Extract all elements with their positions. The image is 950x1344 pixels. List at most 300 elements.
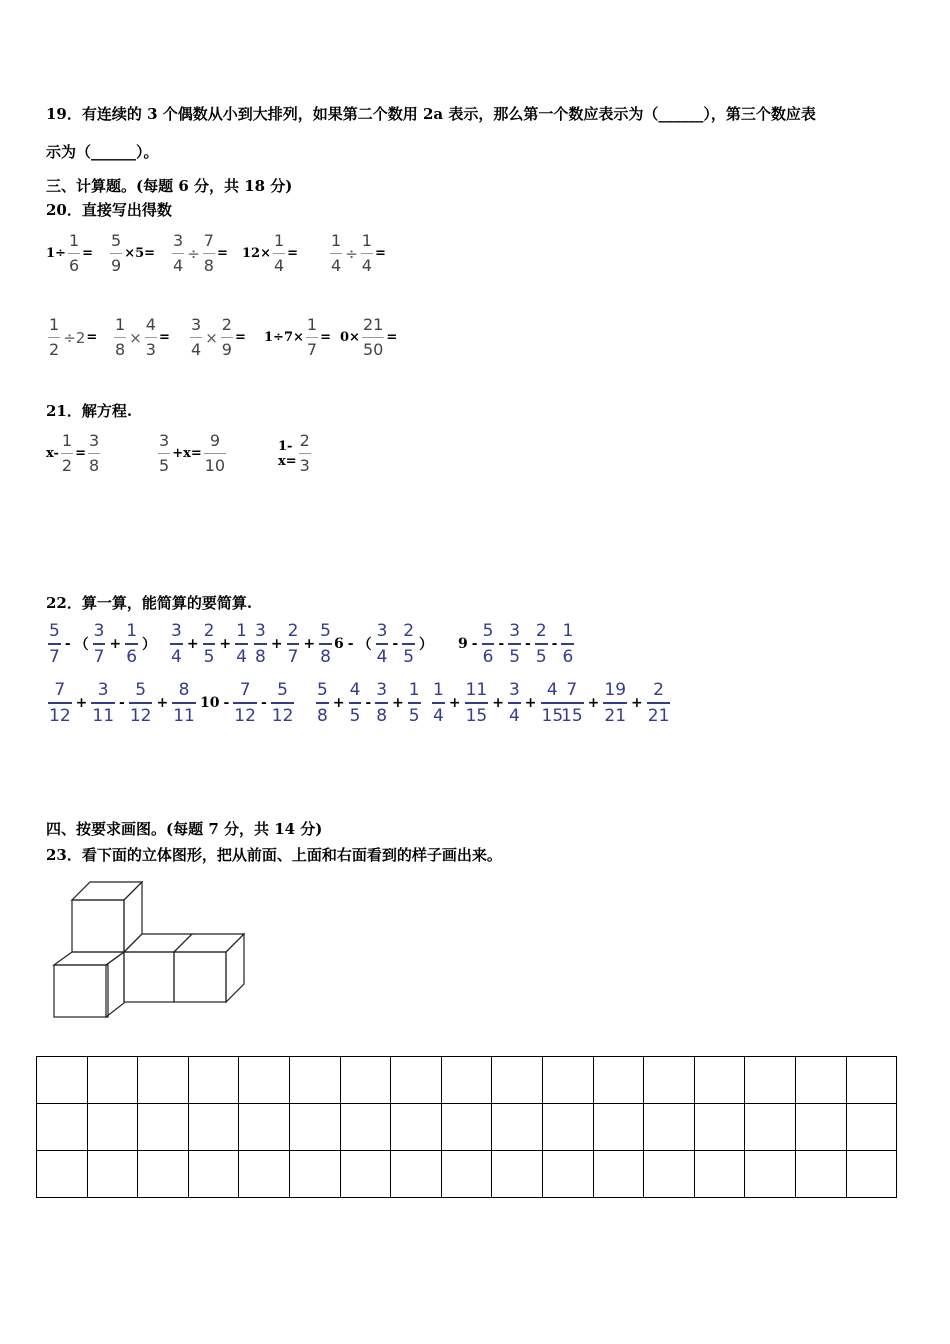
fraction (306, 316, 318, 359)
grid-cell[interactable] (745, 1104, 796, 1151)
math-symbol: ÷ (345, 244, 358, 263)
math-symbol: - (347, 635, 354, 652)
math-symbol: 1÷ (46, 246, 66, 261)
fraction (235, 622, 248, 666)
fraction-bar (402, 643, 415, 645)
q20-item-7 (112, 316, 170, 359)
fraction (316, 681, 329, 725)
fraction-bar (362, 337, 384, 338)
math-symbol: = (234, 330, 246, 345)
q20-item-2 (108, 232, 155, 275)
fraction-bar (235, 643, 248, 645)
fraction-term: 8 (89, 456, 100, 475)
fraction-term: 1 (408, 680, 420, 700)
fraction (465, 681, 489, 725)
q20-item-9 (264, 316, 331, 359)
grid-cell[interactable] (745, 1151, 796, 1198)
fraction-bar (508, 702, 521, 704)
fraction-term: 1 (306, 315, 318, 334)
q21-equation-3 (278, 432, 313, 475)
fraction-term: 1 (68, 231, 80, 250)
math-symbol: 1÷7× (264, 330, 304, 345)
fraction-term: 1 (433, 680, 444, 700)
fraction-term: 4 (508, 705, 520, 726)
fraction (287, 622, 300, 666)
math-symbol: 1-x= (278, 438, 297, 469)
grid-cell[interactable] (340, 1104, 391, 1151)
fraction (48, 316, 60, 359)
right-cube-front-face (174, 952, 226, 1002)
fraction (408, 681, 421, 725)
fraction (561, 622, 574, 666)
fraction-bar (129, 702, 153, 704)
fraction-term: 4 (546, 680, 558, 700)
grid-cell[interactable] (37, 1057, 88, 1104)
q20-item-6 (46, 316, 97, 359)
fraction-term: 5 (320, 621, 331, 641)
fraction-bar (408, 702, 421, 704)
fraction-term: 3 (376, 621, 388, 641)
fraction-term: 6 (562, 646, 574, 667)
fraction-term: 4 (273, 256, 285, 275)
grid-cell[interactable] (87, 1104, 138, 1151)
fraction-term: 7 (287, 646, 299, 667)
top-cube-front-face (72, 900, 124, 952)
fraction-bar (319, 643, 332, 645)
math-symbol: ×5= (124, 246, 156, 261)
left-cube-side-face (106, 952, 124, 1017)
fraction-term: 2 (535, 621, 547, 641)
fraction-term: 2 (61, 456, 73, 475)
fraction-term: 8 (178, 680, 190, 700)
grid-cell[interactable] (441, 1151, 492, 1198)
math-symbol: + (219, 635, 232, 652)
fraction-term: 5 (49, 621, 60, 641)
grid-cell[interactable] (492, 1151, 543, 1198)
math-symbol: = (82, 246, 94, 261)
fraction (88, 432, 100, 475)
fraction-term: 2 (287, 621, 299, 641)
fraction-term: 3 (299, 456, 310, 475)
fraction-term: 21 (647, 705, 670, 726)
grid-cell[interactable] (239, 1057, 290, 1104)
fraction-bar (93, 643, 106, 645)
math-symbol: ） (142, 636, 157, 653)
math-symbol: （ (74, 636, 89, 653)
fraction-term: 3 (171, 621, 182, 641)
math-symbol: + (492, 694, 504, 711)
math-symbol: + (270, 635, 283, 652)
fraction (221, 316, 233, 359)
grid-cell[interactable] (846, 1151, 897, 1198)
fraction-bar (145, 337, 157, 338)
grid-cell[interactable] (795, 1104, 846, 1151)
fraction-term: 5 (509, 646, 521, 667)
fraction (319, 622, 332, 666)
fraction-term: 4 (433, 705, 444, 726)
fraction-term: 5 (159, 456, 170, 475)
math-symbol: 9 (458, 635, 468, 652)
grid-cell[interactable] (542, 1057, 593, 1104)
math-symbol: = (386, 330, 398, 345)
math-symbol: + (392, 694, 404, 711)
grid-cell[interactable] (188, 1057, 239, 1104)
fraction-bar (271, 702, 295, 704)
math-symbol: - (365, 694, 372, 711)
fraction (172, 232, 184, 275)
grid-row (37, 1151, 897, 1198)
fraction (203, 232, 215, 275)
fraction (402, 622, 415, 666)
fraction (560, 681, 584, 725)
fraction-term: 3 (508, 680, 520, 700)
fraction-bar (465, 702, 489, 704)
middle-cube-front-face (124, 952, 174, 1002)
section-4-title: 四、按要求画图。(每题 7 分，共 14 分) (46, 820, 323, 838)
grid-cell[interactable] (694, 1151, 745, 1198)
fraction-term: 1 (126, 621, 138, 641)
math-symbol: = (320, 330, 331, 345)
fraction-bar (482, 643, 495, 645)
fraction-bar (376, 643, 389, 645)
fraction-term: 4 (171, 646, 182, 667)
math-symbol: + (186, 635, 199, 652)
math-symbol: = (216, 246, 228, 261)
math-symbol: + (332, 694, 345, 711)
fraction-term: 3 (159, 431, 170, 450)
math-symbol: 6 (334, 635, 344, 652)
fraction (203, 622, 216, 666)
grid-cell[interactable] (593, 1151, 644, 1198)
fraction-term: 50 (362, 340, 384, 359)
grid-cell[interactable] (644, 1057, 695, 1104)
grid-cell[interactable] (745, 1057, 796, 1104)
question-21-title: 21．解方程. (46, 402, 133, 420)
math-symbol: + (303, 635, 316, 652)
question-22-title: 22．算一算，能简算的要简算. (46, 594, 253, 612)
fraction-bar (254, 643, 267, 645)
fraction-term: 2 (203, 621, 215, 641)
math-symbol: +x= (172, 446, 202, 461)
fraction (93, 622, 106, 666)
grid-cell[interactable] (542, 1151, 593, 1198)
q22-expression-1 (46, 622, 158, 666)
grid-cell[interactable] (593, 1104, 644, 1151)
fraction (48, 622, 61, 666)
fraction-term: 5 (403, 646, 415, 667)
fraction-term: 6 (482, 646, 494, 667)
fraction-bar (535, 643, 548, 645)
grid-cell[interactable] (441, 1104, 492, 1151)
fraction-bar (68, 253, 80, 254)
fraction-term: 3 (191, 315, 202, 334)
fraction (535, 622, 548, 666)
fraction-bar (349, 702, 362, 704)
fraction-bar (125, 643, 138, 645)
math-symbol: + (156, 694, 169, 711)
fraction-term: 1 (115, 315, 126, 334)
fraction-term: 4 (349, 680, 361, 700)
grid-cell[interactable] (289, 1104, 340, 1151)
right-cube-side-face (226, 934, 244, 1002)
fraction-bar (287, 643, 300, 645)
fraction-term: 3 (97, 680, 109, 700)
fraction-term: 12 (271, 705, 294, 726)
grid-cell[interactable] (188, 1104, 239, 1151)
fraction (299, 432, 311, 475)
fraction-bar (61, 453, 73, 454)
q21-equation-1 (46, 432, 102, 475)
grid-cell[interactable] (795, 1057, 846, 1104)
fraction-term: 9 (209, 431, 220, 450)
fraction-bar (203, 253, 215, 254)
right-cube-top-face (174, 934, 244, 952)
grid-row (37, 1104, 897, 1151)
fraction (145, 316, 157, 359)
math-symbol: 0× (340, 330, 360, 345)
grid-cell[interactable] (188, 1151, 239, 1198)
fraction-term: 4 (236, 646, 247, 667)
fraction (114, 316, 126, 359)
q22-expression-5 (456, 622, 576, 666)
grid-cell[interactable] (289, 1057, 340, 1104)
grid-cell[interactable] (239, 1151, 290, 1198)
fraction-term: 21 (604, 705, 627, 726)
fraction (158, 432, 170, 475)
math-symbol: - (525, 635, 531, 652)
fraction-bar (172, 253, 184, 254)
fraction (129, 681, 153, 725)
math-symbol: ÷2 (63, 328, 86, 347)
fraction-term: 1 (361, 231, 372, 250)
fraction-term: 9 (111, 256, 122, 275)
fraction-term: 12 (49, 705, 71, 726)
grid-cell[interactable] (542, 1104, 593, 1151)
fraction (125, 622, 138, 666)
fraction-term: 5 (482, 621, 494, 641)
grid-cell[interactable] (846, 1057, 897, 1104)
grid-cell[interactable] (37, 1104, 88, 1151)
fraction-term: 3 (93, 621, 105, 641)
grid-cell[interactable] (239, 1104, 290, 1151)
fraction-term: 3 (376, 680, 388, 700)
grid-cell[interactable] (795, 1151, 846, 1198)
fraction (349, 681, 362, 725)
q20-item-3 (170, 232, 228, 275)
fraction-bar (88, 453, 100, 454)
math-symbol: = (374, 246, 386, 261)
grid-cell[interactable] (694, 1104, 745, 1151)
grid-cell[interactable] (593, 1057, 644, 1104)
fraction-bar (203, 643, 216, 645)
fraction (273, 232, 285, 275)
fraction (375, 681, 388, 725)
q22-expression-2 (168, 622, 250, 666)
math-symbol: - (551, 635, 558, 652)
fraction (61, 432, 73, 475)
grid-cell[interactable] (644, 1104, 695, 1151)
fraction-bar (647, 702, 671, 704)
fraction-bar (508, 643, 521, 645)
fraction-term: 3 (145, 340, 156, 359)
fraction-term: 1 (49, 315, 60, 334)
fraction-bar (233, 702, 257, 704)
grid-cell[interactable] (138, 1151, 189, 1198)
fraction-bar (273, 253, 285, 254)
fraction-term: 11 (173, 705, 195, 726)
math-symbol: 10 (200, 694, 220, 711)
grid-row (37, 1057, 897, 1104)
fraction-bar (204, 453, 226, 454)
q22-expression-7 (198, 681, 296, 725)
grid-cell[interactable] (492, 1104, 543, 1151)
grid-cell[interactable] (441, 1057, 492, 1104)
question-23-title: 23．看下面的立体图形，把从前面、上面和右面看到的样子画出来。 (46, 846, 502, 864)
math-symbol: 12× (242, 246, 271, 261)
math-symbol: - (498, 635, 505, 652)
fraction (330, 232, 342, 275)
fraction-term: 8 (255, 646, 266, 667)
fraction-term: 4 (361, 256, 372, 275)
fraction-term: 15 (561, 705, 583, 726)
math-symbol: + (109, 635, 122, 652)
fraction (376, 622, 389, 666)
math-symbol: ÷ (187, 244, 200, 263)
fraction-term: 3 (89, 431, 100, 450)
top-cube-side-face (124, 882, 142, 952)
fraction-term: 1 (236, 621, 247, 641)
q20-item-8 (188, 316, 246, 359)
grid-cell[interactable] (289, 1151, 340, 1198)
fraction-bar (172, 702, 196, 704)
top-cube-top-face (72, 882, 142, 900)
fraction (508, 622, 521, 666)
fraction-term: 8 (376, 705, 388, 726)
fraction-bar (158, 453, 170, 454)
fraction-term: 7 (239, 680, 251, 700)
cube-solid-figure (52, 880, 252, 1020)
fraction (110, 232, 122, 275)
fraction-term: 7 (203, 231, 214, 250)
fraction-bar (170, 643, 183, 645)
math-symbol: - (260, 694, 267, 711)
fraction-term: 8 (320, 646, 331, 667)
fraction-term: 9 (221, 340, 232, 359)
left-cube-top-face (54, 952, 124, 965)
question-20-title: 20．直接写出得数 (46, 201, 172, 219)
math-symbol: × (205, 328, 218, 347)
q22-expression-4 (332, 622, 435, 666)
fraction-bar (48, 337, 60, 338)
math-symbol: （ (357, 636, 372, 653)
grid-cell[interactable] (87, 1151, 138, 1198)
grid-cell[interactable] (391, 1151, 442, 1198)
fraction-term: 8 (317, 705, 328, 726)
fraction-term: 4 (173, 256, 184, 275)
fraction-bar (48, 643, 61, 645)
math-symbol: + (75, 694, 88, 711)
fraction-bar (603, 702, 627, 704)
fraction-bar (299, 453, 311, 454)
fraction (647, 681, 671, 725)
fraction (190, 316, 202, 359)
q22-expression-3 (252, 622, 334, 666)
grid-cell[interactable] (391, 1104, 442, 1151)
math-symbol: + (524, 694, 537, 711)
math-symbol: - (223, 694, 230, 711)
math-symbol: = (158, 330, 170, 345)
fraction-term: 1 (562, 621, 574, 641)
fraction-term: 3 (255, 621, 266, 641)
left-cube-front-face (54, 965, 108, 1017)
math-symbol: + (587, 694, 600, 711)
fraction (361, 232, 373, 275)
fraction-term: 3 (509, 621, 521, 641)
q22-expression-6 (46, 681, 198, 725)
fraction (254, 622, 267, 666)
fraction-term: 5 (535, 646, 547, 667)
section-3-title: 三、计算题。(每题 6 分，共 18 分) (46, 177, 293, 195)
fraction-term: 5 (135, 680, 147, 700)
fraction-term: 4 (376, 646, 388, 667)
grid-cell[interactable] (138, 1057, 189, 1104)
fraction-term: 5 (317, 680, 328, 700)
grid-cell[interactable] (340, 1057, 391, 1104)
grid-cell[interactable] (340, 1151, 391, 1198)
fraction (603, 681, 627, 725)
fraction-bar (48, 702, 72, 704)
fraction-term: 21 (362, 315, 384, 334)
fraction-bar (190, 337, 202, 338)
grid-cell[interactable] (138, 1104, 189, 1151)
grid-cell[interactable] (694, 1057, 745, 1104)
fraction-term: 10 (204, 456, 226, 475)
fraction-term: 1 (273, 231, 285, 250)
math-symbol: ） (419, 636, 434, 653)
fraction-term: 2 (653, 680, 664, 700)
fraction-bar (330, 253, 342, 254)
q22-expression-8 (314, 681, 423, 725)
q22-expression-10 (558, 681, 672, 725)
fraction (508, 681, 521, 725)
grid-cell[interactable] (87, 1057, 138, 1104)
grid-cell[interactable] (644, 1151, 695, 1198)
drawing-grid[interactable] (36, 1056, 897, 1198)
fraction-term: 1 (61, 431, 73, 450)
fraction (172, 681, 196, 725)
fraction-bar (114, 337, 126, 338)
fraction-bar (110, 253, 122, 254)
fraction-term: 7 (49, 646, 60, 667)
fraction-term: 7 (566, 680, 578, 700)
fraction-term: 11 (465, 680, 488, 700)
grid-cell[interactable] (492, 1057, 543, 1104)
fraction-term: 5 (349, 705, 361, 726)
fraction-term: 3 (173, 231, 184, 250)
grid-cell[interactable] (37, 1151, 88, 1198)
q21-equation-2 (156, 432, 228, 475)
fraction-term: 4 (145, 315, 156, 334)
grid-cell[interactable] (846, 1104, 897, 1151)
fraction-term: 6 (68, 256, 80, 275)
grid-cell[interactable] (391, 1057, 442, 1104)
fraction-bar (306, 337, 318, 338)
fraction-term: 2 (403, 621, 415, 641)
fraction-term: 8 (203, 256, 214, 275)
question-19-line-2: 示为（______）。 (46, 143, 159, 161)
fraction (233, 681, 257, 725)
fraction (432, 681, 445, 725)
